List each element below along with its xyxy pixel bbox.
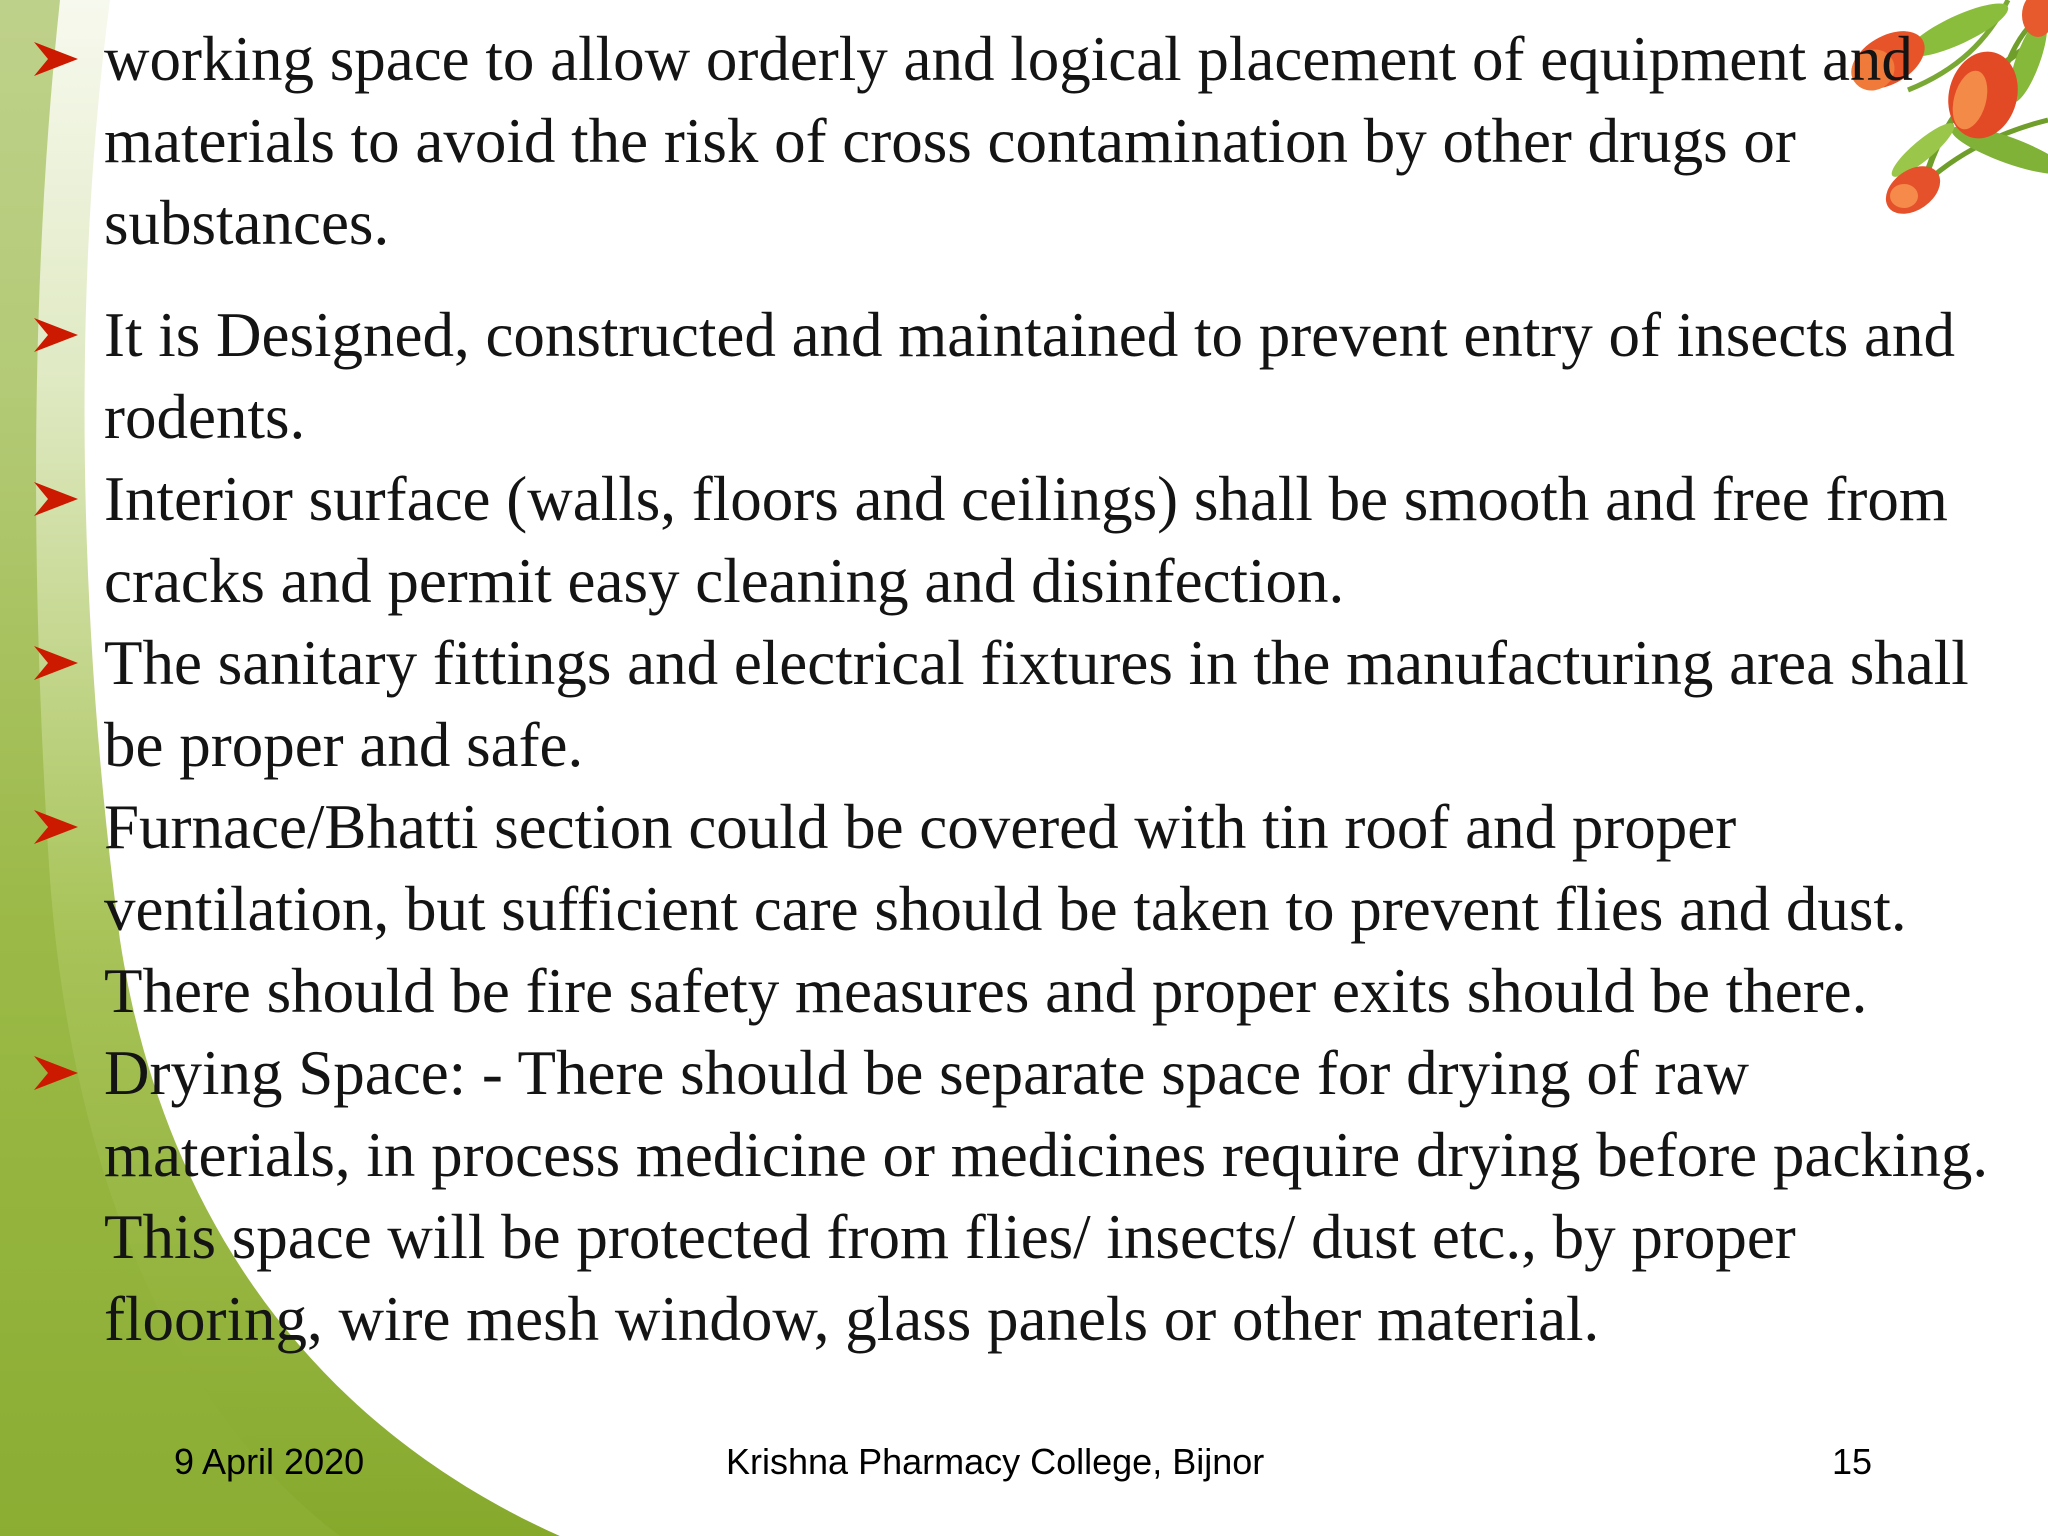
bullet-arrow-icon (28, 36, 84, 82)
bullet-text: Drying Space: - There should be separate space for drying of raw materials, in process medicine or medicines require drying before packing. This space will be protected from flies/ insects/ dust etc., by proper flooring, wire mesh window, glass panels or other material. (104, 1038, 1989, 1354)
bullet-text: Interior surface (walls, floors and ceilings) shall be smooth and free from cracks and permit easy cleaning and disinfection. (104, 464, 1948, 616)
bullet-arrow-icon (28, 1050, 84, 1096)
bullet-text: It is Designed, constructed and maintained to prevent entry of insects and rodents. (104, 300, 1955, 452)
bullet-item-furnace (28, 786, 2008, 1032)
footer-date: 9 April 2020 (174, 1441, 365, 1482)
bullet-list (28, 18, 2008, 1360)
bullet-text: working space to allow orderly and logical placement of equipment and materials to avoid the risk of cross contamination by other drugs or substances. (104, 24, 1913, 258)
footer-page-number: 15 (1832, 1441, 1873, 1482)
footer-college-name: Krishna Pharmacy College, Bijnor (726, 1441, 1265, 1482)
bullet-text: Furnace/Bhatti section could be covered with tin roof and proper ventilation, but sufficient care should be taken to prevent flies and dust. There should be fire safety measures and proper exits should be there. (104, 792, 1907, 1026)
bullet-text: The sanitary fittings and electrical fixtures in the manufacturing area shall be proper and safe. (104, 628, 1969, 780)
bullet-arrow-icon (28, 640, 84, 686)
bullet-arrow-icon (28, 476, 84, 522)
bullet-item-design (28, 294, 2008, 458)
bullet-arrow-icon (28, 312, 84, 358)
bullet-item-drying-space (28, 1032, 2008, 1360)
bullet-item-sanitary-fittings (28, 622, 2008, 786)
bullet-item-workspace (28, 18, 1914, 264)
bullet-item-interior-surface (28, 458, 2008, 622)
bullet-arrow-icon (28, 804, 84, 850)
